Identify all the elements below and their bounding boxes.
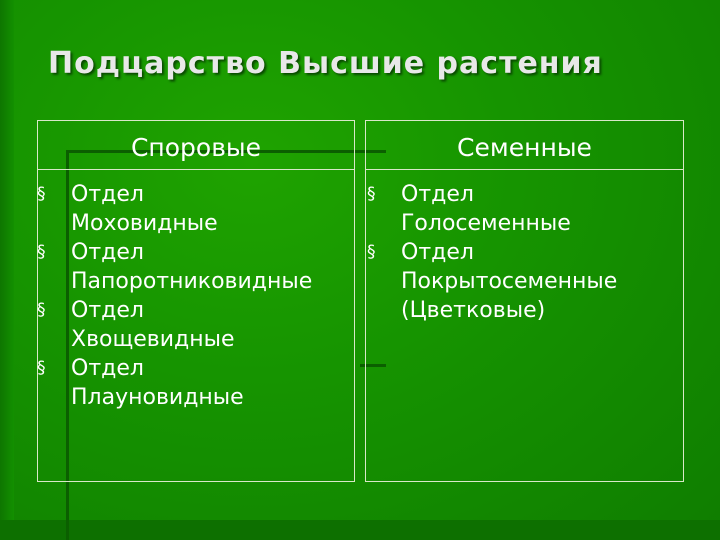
seed-division-list [367,180,617,325]
list-item [37,296,312,354]
bullet-icon: § [37,184,46,204]
column-header-spore: Споровые [130,133,262,162]
bullet-icon: § [37,242,46,262]
division-name: Покрытосеменные [401,269,618,294]
division-name: Голосеменные [401,211,571,236]
division-name: Папоротниковидные [71,269,313,294]
division-label: Отдел [71,240,144,265]
list-item [37,238,312,296]
bullet-icon: § [367,184,376,204]
division-label: Отдел [401,182,474,207]
bullet-icon: § [37,358,46,378]
column-header-seed: Семенные [457,133,592,162]
division-name: Хвощевидные [71,327,235,352]
slide-title: Подцарство Высшие растения [48,46,603,81]
bullet-icon: § [367,242,376,262]
list-item [37,180,312,238]
division-label: Отдел [71,182,144,207]
list-item [367,238,617,325]
division-subtitle: (Цветковые) [401,298,546,323]
division-name: Моховидные [71,211,218,236]
division-label: Отдел [71,298,144,323]
division-label: Отдел [71,356,144,381]
spore-division-list [37,180,312,412]
list-item [37,354,312,412]
division-name: Плауновидные [71,385,244,410]
bottom-stripe-decoration [0,520,720,540]
list-item [367,180,617,238]
left-stripe-decoration [0,0,14,540]
division-label: Отдел [401,240,474,265]
classification-table [37,120,684,482]
bullet-icon: § [37,300,46,320]
